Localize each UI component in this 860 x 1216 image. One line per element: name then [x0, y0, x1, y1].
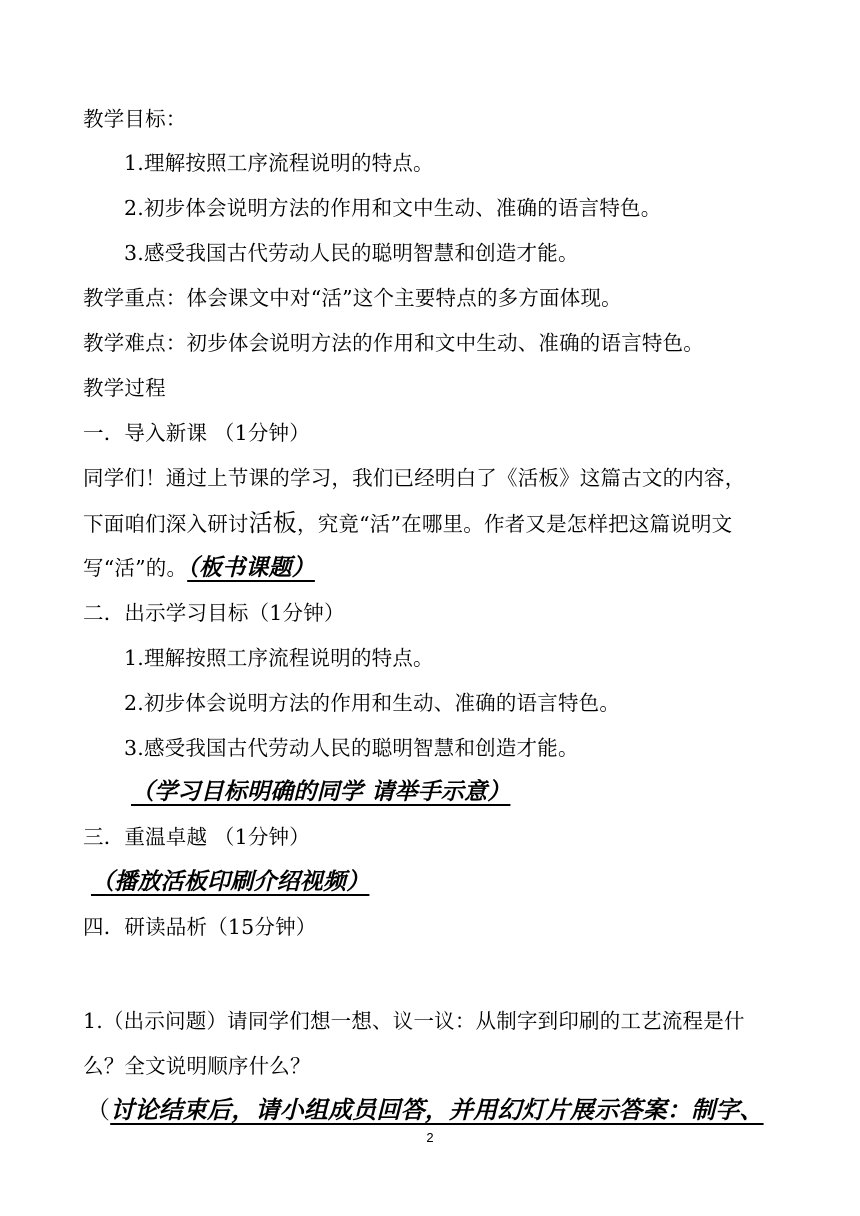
section2-title: 二．出示学习目标（1分钟）	[83, 601, 345, 625]
section3-note: （播放活板印刷介绍视频）	[91, 868, 370, 895]
goal-item: 2.初步体会说明方法的作用和生动、准确的语言特色。	[124, 691, 621, 715]
process-heading: 教学过程	[83, 376, 166, 400]
section1-paragraph-line	[83, 555, 315, 581]
blackboard-note: （板书课题）	[187, 554, 315, 581]
note-prefix: （	[86, 1096, 111, 1124]
objectives-heading: 教学目标：	[83, 107, 187, 131]
objective-item: 1.理解按照工序流程说明的特点。	[124, 151, 434, 175]
section1-title: 一．导入新课 （1分钟）	[83, 421, 310, 445]
objective-item: 2.初步体会说明方法的作用和文中生动、准确的语言特色。	[124, 196, 662, 220]
text-run-emphasis: 活板	[248, 509, 298, 537]
text-run: 下面咱们深入研讨	[83, 512, 249, 536]
text-run: ，究竟“活”在哪里。作者又是怎样把这篇说明文	[297, 512, 733, 536]
question-line: 么？全文说明顺序什么？	[83, 1054, 311, 1078]
page-number: 2	[426, 1130, 434, 1145]
difficulty: 教学难点：初步体会说明方法的作用和文中生动、准确的语言特色。	[83, 331, 704, 355]
goal-item: 1.理解按照工序流程说明的特点。	[124, 646, 434, 670]
text-run: 写“活”的。	[83, 556, 188, 580]
section1-paragraph-line: 同学们！通过上节课的学习，我们已经明白了《活板》这篇古文的内容，	[83, 466, 746, 490]
section2-note: （学习目标明确的同学 请举手示意）	[131, 778, 511, 805]
section1-paragraph-line	[83, 510, 732, 537]
section4-title: 四．研读品析（15分钟）	[83, 915, 317, 939]
question-line: 1.（出示问题）请同学们想一想、议一议：从制字到印刷的工艺流程是什	[83, 1009, 745, 1033]
section4-note	[86, 1097, 764, 1123]
goal-item: 3.感受我国古代劳动人民的聪明智慧和创造才能。	[124, 736, 579, 760]
note-text: 讨论结束后，请小组成员回答，并用幻灯片展示答案：制字、	[110, 1095, 764, 1124]
objective-item: 3.感受我国古代劳动人民的聪明智慧和创造才能。	[124, 241, 579, 265]
key-point: 教学重点：体会课文中对“活”这个主要特点的多方面体现。	[83, 286, 622, 310]
section3-title: 三．重温卓越 （1分钟）	[83, 825, 310, 849]
